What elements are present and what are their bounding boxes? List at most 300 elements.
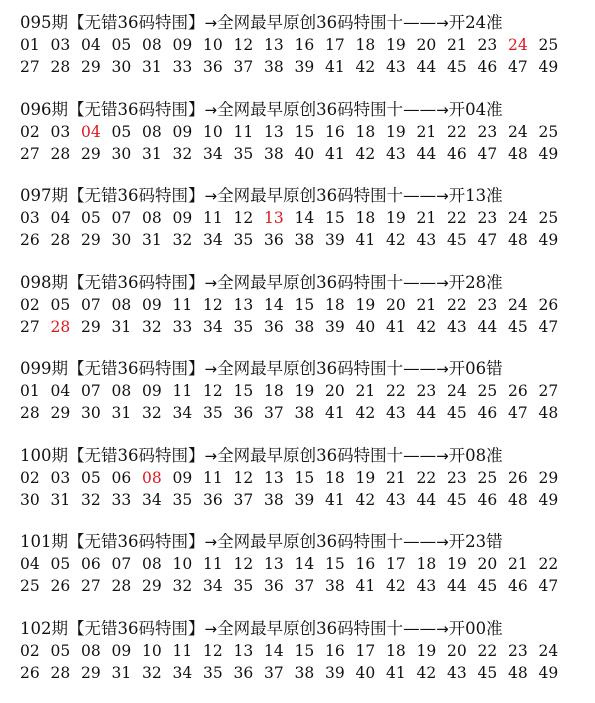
number-cell: 09: [172, 122, 193, 141]
number-cell: 18: [325, 295, 345, 314]
number-cell: 21: [416, 209, 437, 227]
period-label: 097期: [20, 186, 68, 205]
number-cell: 36: [264, 317, 284, 336]
number-cell: 14: [294, 209, 315, 227]
number-cell: 20: [477, 555, 498, 573]
winning-number: 24: [508, 36, 528, 54]
number-cell: 31: [111, 404, 132, 422]
number-cell: 42: [355, 490, 376, 509]
number-cell: 42: [355, 404, 376, 422]
period-result: 开00准: [448, 618, 503, 638]
number-cell: 33: [172, 317, 193, 336]
number-cell: 16: [325, 641, 345, 660]
number-cell: 08: [111, 295, 132, 314]
number-cell: 12: [233, 555, 254, 573]
number-cell: 11: [203, 209, 223, 227]
number-cell: 18: [386, 641, 406, 660]
arrow-icon: →: [204, 619, 218, 638]
number-cell: 34: [203, 317, 223, 336]
number-cell: 10: [142, 641, 162, 660]
number-cell: 49: [538, 231, 559, 249]
number-cell: 18: [416, 555, 437, 573]
number-cell: 12: [233, 468, 254, 487]
period-block: [20, 618, 592, 684]
number-cell: 19: [386, 36, 406, 54]
number-cell: 04: [50, 382, 71, 400]
number-cell: 12: [233, 209, 254, 227]
number-cell: 20: [447, 641, 467, 660]
arrow-icon: →: [204, 446, 218, 465]
number-cell: 16: [355, 555, 376, 573]
number-cell: 38: [294, 231, 315, 249]
number-cell: 42: [416, 663, 437, 682]
number-cell: 25: [477, 382, 498, 400]
arrow-icon: →: [204, 100, 218, 119]
number-cell: 05: [50, 295, 71, 314]
number-cell: 41: [325, 58, 345, 76]
number-cell: 45: [447, 231, 467, 249]
number-cell: 09: [111, 641, 132, 660]
period-result: 开13准: [448, 186, 503, 205]
number-cell: 35: [172, 490, 193, 509]
winning-number: 08: [142, 468, 162, 487]
number-cell: 22: [416, 468, 437, 487]
number-cell: 07: [81, 382, 101, 400]
number-cell: 36: [203, 490, 223, 509]
arrow-icon: →: [204, 14, 218, 32]
number-cell: 16: [325, 122, 345, 141]
number-cell: 09: [172, 209, 193, 227]
number-cell: 04: [20, 555, 40, 573]
number-row: [20, 143, 592, 165]
number-cell: 28: [50, 663, 71, 682]
number-cell: 47: [477, 144, 498, 163]
number-cell: 39: [325, 663, 345, 682]
period-note: 全网最早原创36码特围十——: [217, 445, 437, 465]
number-cell: 24: [538, 641, 559, 660]
number-cell: 48: [508, 231, 528, 249]
number-cell: 43: [416, 577, 437, 595]
number-cell: 47: [477, 231, 498, 249]
period-header: [20, 99, 592, 121]
number-cell: 29: [81, 231, 101, 249]
period-result: 开28准: [448, 272, 503, 292]
number-cell: 46: [447, 144, 467, 163]
arrow-icon: →: [436, 533, 449, 551]
number-cell: 28: [50, 58, 71, 76]
number-cell: 34: [203, 231, 223, 249]
period-header: [20, 445, 592, 467]
number-cell: 22: [477, 641, 498, 660]
period-block: [20, 358, 592, 424]
number-cell: 45: [477, 577, 498, 595]
number-cell: 40: [355, 663, 376, 682]
number-cell: 43: [386, 144, 406, 163]
number-cell: 20: [325, 382, 345, 400]
number-cell: 42: [355, 144, 376, 163]
number-cell: 19: [294, 382, 315, 400]
period-label: 098期: [20, 272, 68, 292]
number-cell: 09: [142, 382, 162, 400]
number-cell: 38: [294, 404, 315, 422]
number-cell: 13: [264, 122, 284, 141]
period-label: 095期: [20, 13, 68, 32]
number-cell: 24: [508, 122, 528, 141]
number-cell: 46: [477, 58, 498, 76]
number-cell: 47: [538, 317, 559, 336]
number-cell: 30: [111, 144, 132, 163]
number-cell: 02: [20, 468, 40, 487]
period-result: 开24准: [448, 13, 503, 32]
number-cell: 23: [477, 36, 498, 54]
number-cell: 14: [294, 555, 315, 573]
number-cell: 11: [172, 641, 193, 660]
number-cell: 41: [355, 577, 376, 595]
arrow-icon: →: [436, 273, 449, 292]
number-cell: 41: [325, 404, 345, 422]
number-cell: 07: [111, 555, 132, 573]
winning-number: 28: [50, 317, 71, 336]
number-cell: 12: [233, 36, 254, 54]
number-cell: 31: [50, 490, 71, 509]
number-cell: 18: [355, 36, 376, 54]
number-cell: 15: [294, 468, 315, 487]
number-cell: 32: [172, 577, 193, 595]
number-cell: 37: [233, 490, 254, 509]
number-cell: 24: [508, 209, 528, 227]
number-cell: 02: [20, 122, 40, 141]
number-cell: 08: [142, 555, 162, 573]
number-row: [20, 56, 592, 78]
number-cell: 44: [477, 317, 498, 336]
number-cell: 15: [325, 555, 345, 573]
number-cell: 01: [20, 36, 40, 54]
number-cell: 38: [264, 490, 284, 509]
period-title: 【无错36码特围】: [68, 186, 205, 205]
number-cell: 13: [264, 36, 284, 54]
number-cell: 28: [20, 404, 40, 422]
number-cell: 25: [538, 122, 559, 141]
number-cell: 07: [81, 295, 101, 314]
number-cell: 15: [294, 122, 315, 141]
number-cell: 10: [203, 122, 223, 141]
number-cell: 07: [111, 209, 132, 227]
arrow-icon: →: [436, 360, 449, 378]
number-cell: 31: [142, 58, 162, 76]
number-cell: 23: [447, 468, 467, 487]
number-cell: 10: [203, 36, 223, 54]
number-cell: 20: [386, 295, 406, 314]
number-cell: 36: [264, 577, 284, 595]
number-cell: 04: [50, 209, 71, 227]
number-cell: 27: [538, 382, 559, 400]
number-cell: 24: [447, 382, 467, 400]
number-cell: 02: [20, 641, 40, 660]
number-cell: 22: [538, 555, 559, 573]
number-cell: 48: [508, 490, 528, 509]
number-cell: 36: [264, 231, 284, 249]
period-header: [20, 531, 592, 553]
number-cell: 19: [447, 555, 467, 573]
number-cell: 38: [294, 663, 315, 682]
number-cell: 40: [355, 317, 376, 336]
number-cell: 34: [172, 663, 193, 682]
number-cell: 17: [386, 555, 406, 573]
number-cell: 32: [142, 404, 162, 422]
number-cell: 41: [386, 317, 406, 336]
number-cell: 27: [20, 144, 40, 163]
number-cell: 12: [203, 382, 223, 400]
number-cell: 29: [81, 58, 101, 76]
number-cell: 38: [264, 58, 284, 76]
number-cell: 14: [264, 295, 284, 314]
number-cell: 26: [508, 382, 528, 400]
winning-number: 13: [264, 209, 284, 227]
number-cell: 29: [50, 404, 71, 422]
number-cell: 27: [81, 577, 101, 595]
number-cell: 09: [172, 36, 193, 54]
number-cell: 23: [477, 295, 498, 314]
number-cell: 42: [386, 231, 406, 249]
number-cell: 09: [172, 468, 193, 487]
number-cell: 44: [416, 404, 437, 422]
number-cell: 43: [416, 231, 437, 249]
period-note: 全网最早原创36码特围十——: [217, 186, 437, 205]
number-cell: 17: [355, 641, 376, 660]
number-cell: 19: [355, 468, 376, 487]
number-cell: 02: [20, 295, 40, 314]
number-cell: 29: [81, 317, 101, 336]
number-cell: 43: [386, 58, 406, 76]
period-block: [20, 272, 592, 338]
number-cell: 12: [203, 641, 223, 660]
number-cell: 26: [508, 468, 528, 487]
number-row: [20, 662, 592, 684]
number-cell: 08: [142, 209, 162, 227]
number-cell: 32: [142, 663, 162, 682]
number-cell: 34: [142, 490, 162, 509]
number-cell: 43: [386, 404, 406, 422]
number-row: [20, 316, 592, 338]
period-note: 全网最早原创36码特围十——: [217, 532, 437, 551]
number-cell: 26: [20, 231, 40, 249]
period-title: 【无错36码特围】: [68, 359, 205, 378]
number-cell: 44: [416, 490, 437, 509]
number-cell: 05: [81, 209, 101, 227]
number-row: [20, 294, 592, 316]
number-cell: 49: [538, 490, 559, 509]
number-cell: 44: [416, 144, 437, 163]
number-row: [20, 34, 592, 56]
number-row: [20, 229, 592, 251]
number-cell: 37: [264, 663, 284, 682]
number-cell: 23: [477, 122, 498, 141]
period-header: [20, 185, 592, 207]
number-cell: 46: [508, 577, 528, 595]
number-cell: 18: [355, 122, 376, 141]
number-cell: 28: [50, 144, 71, 163]
number-cell: 21: [355, 382, 376, 400]
number-cell: 25: [477, 468, 498, 487]
number-row: [20, 489, 592, 511]
arrow-icon: →: [204, 360, 218, 378]
period-label: 101期: [20, 532, 68, 551]
number-cell: 21: [386, 468, 406, 487]
number-cell: 15: [294, 295, 315, 314]
number-cell: 29: [142, 577, 162, 595]
number-cell: 15: [325, 209, 345, 227]
number-cell: 32: [172, 231, 193, 249]
number-cell: 03: [50, 122, 71, 141]
number-cell: 34: [172, 404, 193, 422]
number-cell: 23: [508, 641, 528, 660]
number-cell: 31: [111, 663, 132, 682]
number-cell: 49: [538, 58, 559, 76]
number-cell: 05: [81, 468, 101, 487]
number-cell: 29: [81, 663, 101, 682]
period-block: [20, 445, 592, 511]
number-cell: 43: [447, 317, 467, 336]
arrow-icon: →: [436, 619, 449, 638]
number-cell: 11: [172, 295, 193, 314]
number-cell: 38: [325, 577, 345, 595]
period-label: 099期: [20, 359, 68, 378]
number-cell: 28: [50, 231, 71, 249]
number-cell: 13: [264, 468, 284, 487]
arrow-icon: →: [436, 187, 449, 205]
number-cell: 21: [416, 122, 437, 141]
number-cell: 37: [264, 404, 284, 422]
number-cell: 25: [20, 577, 40, 595]
number-cell: 19: [386, 209, 406, 227]
number-cell: 27: [20, 58, 40, 76]
period-note: 全网最早原创36码特围十——: [217, 13, 437, 32]
number-cell: 15: [233, 382, 254, 400]
number-cell: 48: [508, 663, 528, 682]
number-cell: 04: [81, 36, 101, 54]
number-cell: 16: [294, 36, 315, 54]
number-cell: 06: [81, 555, 101, 573]
number-cell: 18: [325, 468, 345, 487]
number-cell: 41: [386, 663, 406, 682]
number-cell: 32: [172, 144, 193, 163]
number-cell: 44: [447, 577, 467, 595]
number-cell: 05: [111, 122, 132, 141]
period-result: 开08准: [448, 445, 503, 465]
number-cell: 43: [386, 490, 406, 509]
number-cell: 41: [355, 231, 376, 249]
number-cell: 26: [20, 663, 40, 682]
number-cell: 30: [20, 490, 40, 509]
number-cell: 47: [508, 58, 528, 76]
number-cell: 30: [81, 404, 101, 422]
number-cell: 49: [538, 663, 559, 682]
period-result: 开04准: [448, 99, 503, 119]
arrow-icon: →: [436, 14, 449, 32]
number-cell: 35: [203, 663, 223, 682]
number-row: [20, 553, 592, 575]
period-header: [20, 12, 592, 34]
number-cell: 45: [447, 490, 467, 509]
number-cell: 14: [264, 641, 284, 660]
number-cell: 24: [508, 295, 528, 314]
number-cell: 36: [233, 404, 254, 422]
number-cell: 42: [386, 577, 406, 595]
arrow-icon: →: [436, 100, 449, 119]
number-cell: 45: [447, 58, 467, 76]
number-cell: 26: [50, 577, 71, 595]
number-cell: 11: [203, 555, 223, 573]
number-row: [20, 121, 592, 143]
number-cell: 23: [416, 382, 437, 400]
number-cell: 27: [20, 317, 40, 336]
number-cell: 45: [447, 404, 467, 422]
period-block: [20, 99, 592, 165]
number-cell: 40: [294, 144, 315, 163]
number-cell: 21: [508, 555, 528, 573]
number-cell: 44: [416, 58, 437, 76]
number-cell: 48: [538, 404, 559, 422]
number-cell: 35: [233, 144, 254, 163]
number-cell: 37: [233, 58, 254, 76]
number-cell: 05: [50, 641, 71, 660]
number-cell: 30: [111, 58, 132, 76]
number-cell: 12: [203, 295, 223, 314]
number-cell: 49: [538, 144, 559, 163]
number-cell: 47: [508, 404, 528, 422]
number-cell: 10: [172, 555, 193, 573]
number-row: [20, 467, 592, 489]
period-result: 开06错: [448, 359, 503, 378]
number-cell: 22: [386, 382, 406, 400]
number-row: [20, 640, 592, 662]
number-cell: 42: [355, 58, 376, 76]
number-cell: 13: [233, 295, 254, 314]
period-header: [20, 358, 592, 380]
number-cell: 31: [142, 144, 162, 163]
number-cell: 15: [294, 641, 315, 660]
arrow-icon: →: [204, 273, 218, 292]
number-cell: 41: [325, 490, 345, 509]
number-cell: 39: [294, 490, 315, 509]
number-cell: 08: [81, 641, 101, 660]
number-cell: 31: [142, 231, 162, 249]
number-cell: 35: [233, 577, 254, 595]
number-cell: 22: [447, 122, 467, 141]
number-row: [20, 402, 592, 424]
number-cell: 34: [203, 577, 223, 595]
period-title: 【无错36码特围】: [68, 532, 205, 551]
number-cell: 09: [142, 295, 162, 314]
number-cell: 41: [325, 144, 345, 163]
number-cell: 01: [20, 382, 40, 400]
number-cell: 19: [386, 122, 406, 141]
number-cell: 21: [416, 295, 437, 314]
number-cell: 18: [264, 382, 284, 400]
number-cell: 05: [50, 555, 71, 573]
number-cell: 37: [294, 577, 315, 595]
arrow-icon: →: [436, 446, 449, 465]
period-note: 全网最早原创36码特围十——: [217, 272, 437, 292]
period-title: 【无错36码特围】: [68, 618, 205, 638]
period-block: [20, 185, 592, 251]
number-cell: 47: [538, 577, 559, 595]
number-cell: 35: [233, 317, 254, 336]
number-cell: 17: [325, 36, 345, 54]
number-cell: 46: [477, 404, 498, 422]
number-cell: 34: [203, 144, 223, 163]
number-cell: 38: [294, 317, 315, 336]
